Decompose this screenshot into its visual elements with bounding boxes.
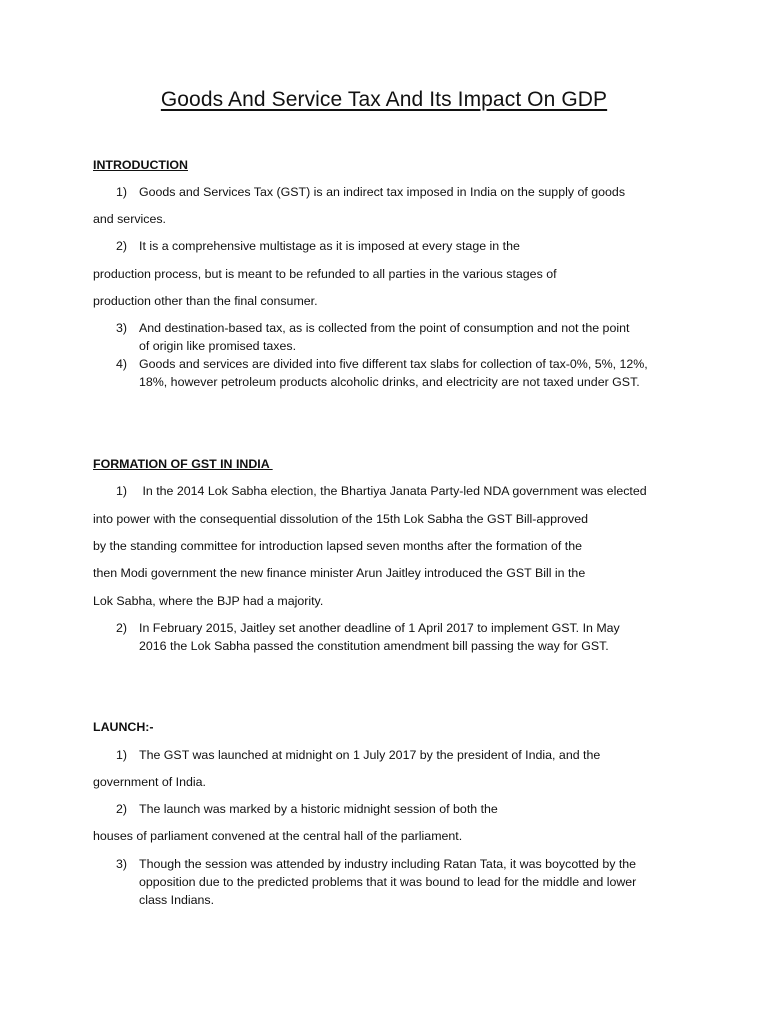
list-text: Goods and Services Tax (GST) is an indirect tax imposed in India on the supply of goods xyxy=(139,185,626,199)
list-text: The GST was launched at midnight on 1 July 2017 by the president of India, and the xyxy=(139,748,601,762)
list-text: And destination-based tax, as is collected from the point of consumption and not the point xyxy=(139,321,630,335)
list-continuation: into power with the consequential dissolution of the 15th Lok Sabha the GST Bill-approved xyxy=(93,512,589,526)
list-continuation: and services. xyxy=(93,212,167,226)
list-number: 3) xyxy=(116,857,128,871)
list-text: It is a comprehensive multistage as it is imposed at every stage in the xyxy=(139,239,520,253)
list-text: class Indians. xyxy=(139,893,215,907)
list-number: 4) xyxy=(116,357,128,371)
list-text: 18%, however petroleum products alcoholic drinks, and electricity are not taxed under GST. xyxy=(139,375,640,389)
list-number: 3) xyxy=(116,321,128,335)
list-continuation: government of India. xyxy=(93,775,206,789)
list-text: Though the session was attended by industry including Ratan Tata, it was boycotted by the xyxy=(139,857,637,871)
list-continuation: production process, but is meant to be refunded to all parties in the various stages of xyxy=(93,267,557,281)
list-continuation: houses of parliament convened at the central hall of the parliament. xyxy=(93,829,463,843)
list-number: 2) xyxy=(116,621,128,635)
list-text: The launch was marked by a historic midnight session of both the xyxy=(139,802,498,816)
list-number: 1) xyxy=(116,484,128,498)
list-continuation: production other than the final consumer. xyxy=(93,294,318,308)
list-number: 2) xyxy=(116,239,128,253)
list-continuation: by the standing committee for introduction lapsed seven months after the formation of the xyxy=(93,539,583,553)
section-heading-introduction: INTRODUCTION xyxy=(93,158,188,172)
list-text: In February 2015, Jaitley set another deadline of 1 April 2017 to implement GST. In May xyxy=(139,621,620,635)
list-number: 2) xyxy=(116,802,128,816)
list-text: In the 2014 Lok Sabha election, the Bhartiya Janata Party-led NDA government was elected xyxy=(139,484,647,498)
list-text: 2016 the Lok Sabha passed the constitution amendment bill passing the way for GST. xyxy=(139,639,609,653)
list-text: Goods and services are divided into five different tax slabs for collection of tax-0%, 5%, 12%, xyxy=(139,357,648,371)
list-text: of origin like promised taxes. xyxy=(139,339,297,353)
list-number: 1) xyxy=(116,748,128,762)
document-title: Goods And Service Tax And Its Impact On GDP xyxy=(160,88,608,111)
list-continuation: then Modi government the new finance minister Arun Jaitley introduced the GST Bill in the xyxy=(93,566,586,580)
section-heading-launch: LAUNCH:- xyxy=(93,720,154,734)
list-number: 1) xyxy=(116,185,128,199)
list-continuation: Lok Sabha, where the BJP had a majority. xyxy=(93,594,324,608)
section-heading-formation: FORMATION OF GST IN INDIA xyxy=(93,457,273,471)
list-text: opposition due to the predicted problems that it was bound to lead for the middle and lower xyxy=(139,875,637,889)
